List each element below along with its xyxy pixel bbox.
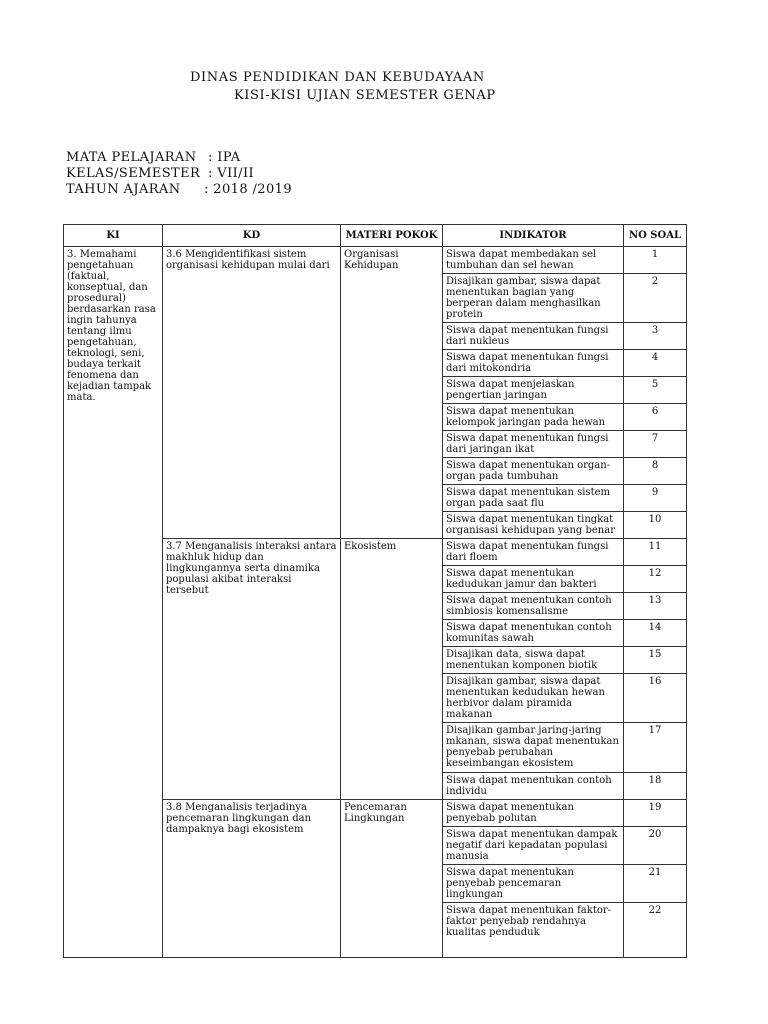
no-soal-cell: 18 xyxy=(624,773,687,800)
no-soal-cell: 6 xyxy=(624,404,687,431)
meta-mata-pelajaran xyxy=(66,150,241,165)
indikator-cell: Siswa dapat menentukan faktor-faktor penyebab rendahnya kualitas penduduk xyxy=(443,903,624,958)
indikator-cell: Siswa dapat menentukan organ-organ pada tumbuhan xyxy=(443,458,624,485)
kd-cell: 3.6 Mengidentifikasi sistem organisasi kehidupan mulai dari xyxy=(163,247,341,539)
table-row xyxy=(64,247,687,274)
no-soal-cell: 22 xyxy=(624,903,687,958)
indikator-cell: Siswa dapat menentukan kelompok jaringan pada hewan xyxy=(443,404,624,431)
no-soal-cell: 19 xyxy=(624,800,687,827)
no-soal-cell: 7 xyxy=(624,431,687,458)
indikator-cell: Disajikan gambar, siswa dapat menentukan kedudukan hewan herbivor dalam piramida makanan xyxy=(443,674,624,723)
header-ki: KI xyxy=(64,225,163,247)
indikator-cell: Siswa dapat menentukan penyebab polutan xyxy=(443,800,624,827)
meta-label: TAHUN AJARAN xyxy=(66,182,181,197)
indikator-cell: Siswa dapat menentukan dampak negatif dari kepadatan populasi manusia xyxy=(443,827,624,865)
indikator-cell: Siswa dapat menentukan fungsi dari floem xyxy=(443,539,624,566)
no-soal-cell: 15 xyxy=(624,647,687,674)
meta-value: : IPA xyxy=(208,150,241,165)
meta-value: : VII/II xyxy=(208,166,255,181)
document-title-line1: DINAS PENDIDIKAN DAN KEBUDAYAAN xyxy=(190,70,485,85)
no-soal-cell: 3 xyxy=(624,323,687,350)
indikator-cell: Siswa dapat menentukan fungsi dari mitokondria xyxy=(443,350,624,377)
document-title-line2: KISI-KISI UJIAN SEMESTER GENAP xyxy=(234,88,496,103)
no-soal-cell: 1 xyxy=(624,247,687,274)
no-soal-cell: 2 xyxy=(624,274,687,323)
meta-kelas-semester xyxy=(66,166,254,181)
no-soal-cell: 13 xyxy=(624,593,687,620)
ki-cell: 3. Memahami pengetahuan (faktual, konseptual, dan prosedural) berdasarkan rasa ingin tahunya tentang ilmu pengetahuan, teknologi, seni, budaya terkait fenomena dan kejadian tampak mata. xyxy=(64,247,163,958)
no-soal-cell: 12 xyxy=(624,566,687,593)
kd-cell: 3.7 Menganalisis interaksi antara makhluk hidup dan lingkungannya serta dinamika populasi akibat interaksi tersebut xyxy=(163,539,341,800)
kd-cell: 3.8 Menganalisis terjadinya pencemaran lingkungan dan dampaknya bagi ekosistem xyxy=(163,800,341,958)
indikator-cell: Siswa dapat menjelaskan pengertian jaringan xyxy=(443,377,624,404)
no-soal-cell: 10 xyxy=(624,512,687,539)
indikator-cell: Siswa dapat menentukan penyebab pencemaran lingkungan xyxy=(443,865,624,903)
header-materi-pokok: MATERI POKOK xyxy=(341,225,443,247)
no-soal-cell: 20 xyxy=(624,827,687,865)
indikator-cell: Siswa dapat menentukan contoh individu xyxy=(443,773,624,800)
no-soal-cell: 11 xyxy=(624,539,687,566)
meta-label: MATA PELAJARAN xyxy=(66,150,197,165)
header-indikator: INDIKATOR xyxy=(443,225,624,247)
no-soal-cell: 17 xyxy=(624,723,687,773)
indikator-cell: Siswa dapat menentukan kedudukan jamur dan bakteri xyxy=(443,566,624,593)
no-soal-cell: 16 xyxy=(624,674,687,723)
no-soal-cell: 5 xyxy=(624,377,687,404)
no-soal-cell: 4 xyxy=(624,350,687,377)
meta-tahun-ajaran xyxy=(66,182,292,197)
meta-label: KELAS/SEMESTER xyxy=(66,166,201,181)
indikator-cell: Disajikan gambar, siswa dapat menentukan bagian yang berperan dalam menghasilkan protein xyxy=(443,274,624,323)
kisi-kisi-table xyxy=(63,224,687,958)
header-no-soal: NO SOAL xyxy=(624,225,687,247)
materi-pokok-cell: Pencemaran Lingkungan xyxy=(341,800,443,958)
no-soal-cell: 8 xyxy=(624,458,687,485)
indikator-cell: Siswa dapat menentukan sistem organ pada saat flu xyxy=(443,485,624,512)
table-header-row xyxy=(64,225,687,247)
indikator-cell: Siswa dapat menentukan contoh komunitas sawah xyxy=(443,620,624,647)
indikator-cell: Siswa dapat membedakan sel tumbuhan dan sel hewan xyxy=(443,247,624,274)
header-kd: KD xyxy=(163,225,341,247)
indikator-cell: Siswa dapat menentukan fungsi dari jaringan ikat xyxy=(443,431,624,458)
meta-value: : 2018 /2019 xyxy=(204,182,292,197)
indikator-cell: Siswa dapat menentukan tingkat organisasi kehidupan yang benar xyxy=(443,512,624,539)
indikator-cell: Disajikan data, siswa dapat menentukan komponen biotik xyxy=(443,647,624,674)
no-soal-cell: 14 xyxy=(624,620,687,647)
no-soal-cell: 21 xyxy=(624,865,687,903)
materi-pokok-cell: Organisasi Kehidupan xyxy=(341,247,443,539)
indikator-cell: Disajikan gambar jaring-jaring mkanan, siswa dapat menentukan penyebab perubahan keseimbangan ekosistem xyxy=(443,723,624,773)
indikator-cell: Siswa dapat menentukan contoh simbiosis komensalisme xyxy=(443,593,624,620)
materi-pokok-cell: Ekosistem xyxy=(341,539,443,800)
no-soal-cell: 9 xyxy=(624,485,687,512)
indikator-cell: Siswa dapat menentukan fungsi dari nukleus xyxy=(443,323,624,350)
